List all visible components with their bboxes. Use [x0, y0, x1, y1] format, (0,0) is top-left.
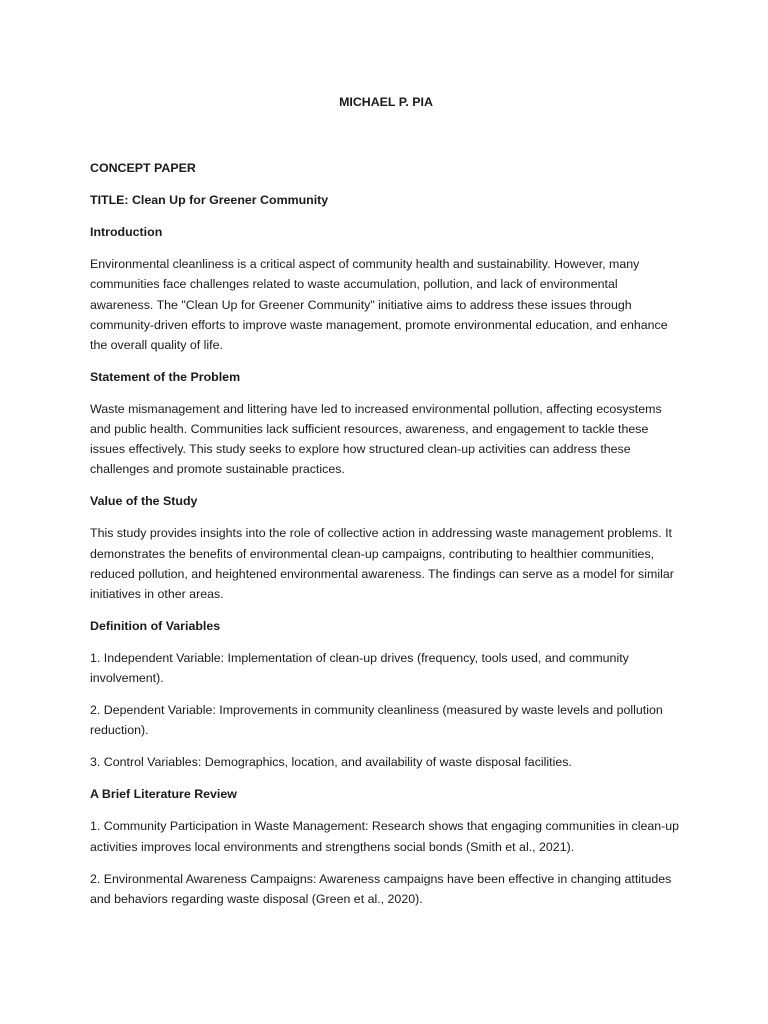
variable-item-dependent: 2. Dependent Variable: Improvements in community cleanliness (measured by waste levels and pollution reduction).: [90, 703, 663, 738]
literature-item-participation: 1. Community Participation in Waste Management: Research shows that engaging communities in clean-up activities improves local environments and strengthens social bonds (Smith et al., 2021).: [90, 819, 680, 854]
document-type: CONCEPT PAPER: [90, 161, 196, 176]
document-page: [90, 92, 682, 921]
author-name: MICHAEL P. PIA: [339, 95, 433, 109]
variable-item-control: 3. Control Variables: Demographics, location, and availability of waste disposal facilities.: [90, 755, 572, 770]
introduction-paragraph: Environmental cleanliness is a critical aspect of community health and sustainability. However, many communities face challenges related to waste accumulation, pollution, and lack of environmental awareness. The "Clean Up for Greener Community" initiative aims to address these issues through community-driven efforts to improve waste management, promote environmental education, and enhance the overall quality of life.: [90, 257, 668, 352]
literature-heading: A Brief Literature Review: [90, 787, 237, 802]
document-title: TITLE: Clean Up for Greener Community: [90, 193, 329, 208]
problem-paragraph: Waste mismanagement and littering have led to increased environmental pollution, affecting ecosystems and public health. Communities lack sufficient resources, awareness, and engagement to tackle these issues effectively. This study seeks to explore how structured clean-up activities can address these challenges and promote sustainable practices.: [90, 401, 662, 477]
problem-heading: Statement of the Problem: [90, 369, 241, 384]
value-heading: Value of the Study: [90, 494, 198, 509]
value-paragraph: This study provides insights into the role of collective action in addressing waste management problems. It demonstrates the benefits of environmental clean-up campaigns, contributing to healthier communities, reduced pollution, and heightened environmental awareness. The findings can serve as a model for similar initiatives in other areas.: [90, 526, 674, 601]
variable-item-independent: 1. Independent Variable: Implementation of clean-up drives (frequency, tools used, and community involvement).: [90, 650, 629, 685]
variables-heading: Definition of Variables: [90, 618, 221, 633]
introduction-heading: Introduction: [90, 225, 163, 240]
literature-item-awareness: 2. Environmental Awareness Campaigns: Awareness campaigns have been effective in changing attitudes and behaviors regarding waste disposal (Green et al., 2020).: [90, 871, 672, 906]
